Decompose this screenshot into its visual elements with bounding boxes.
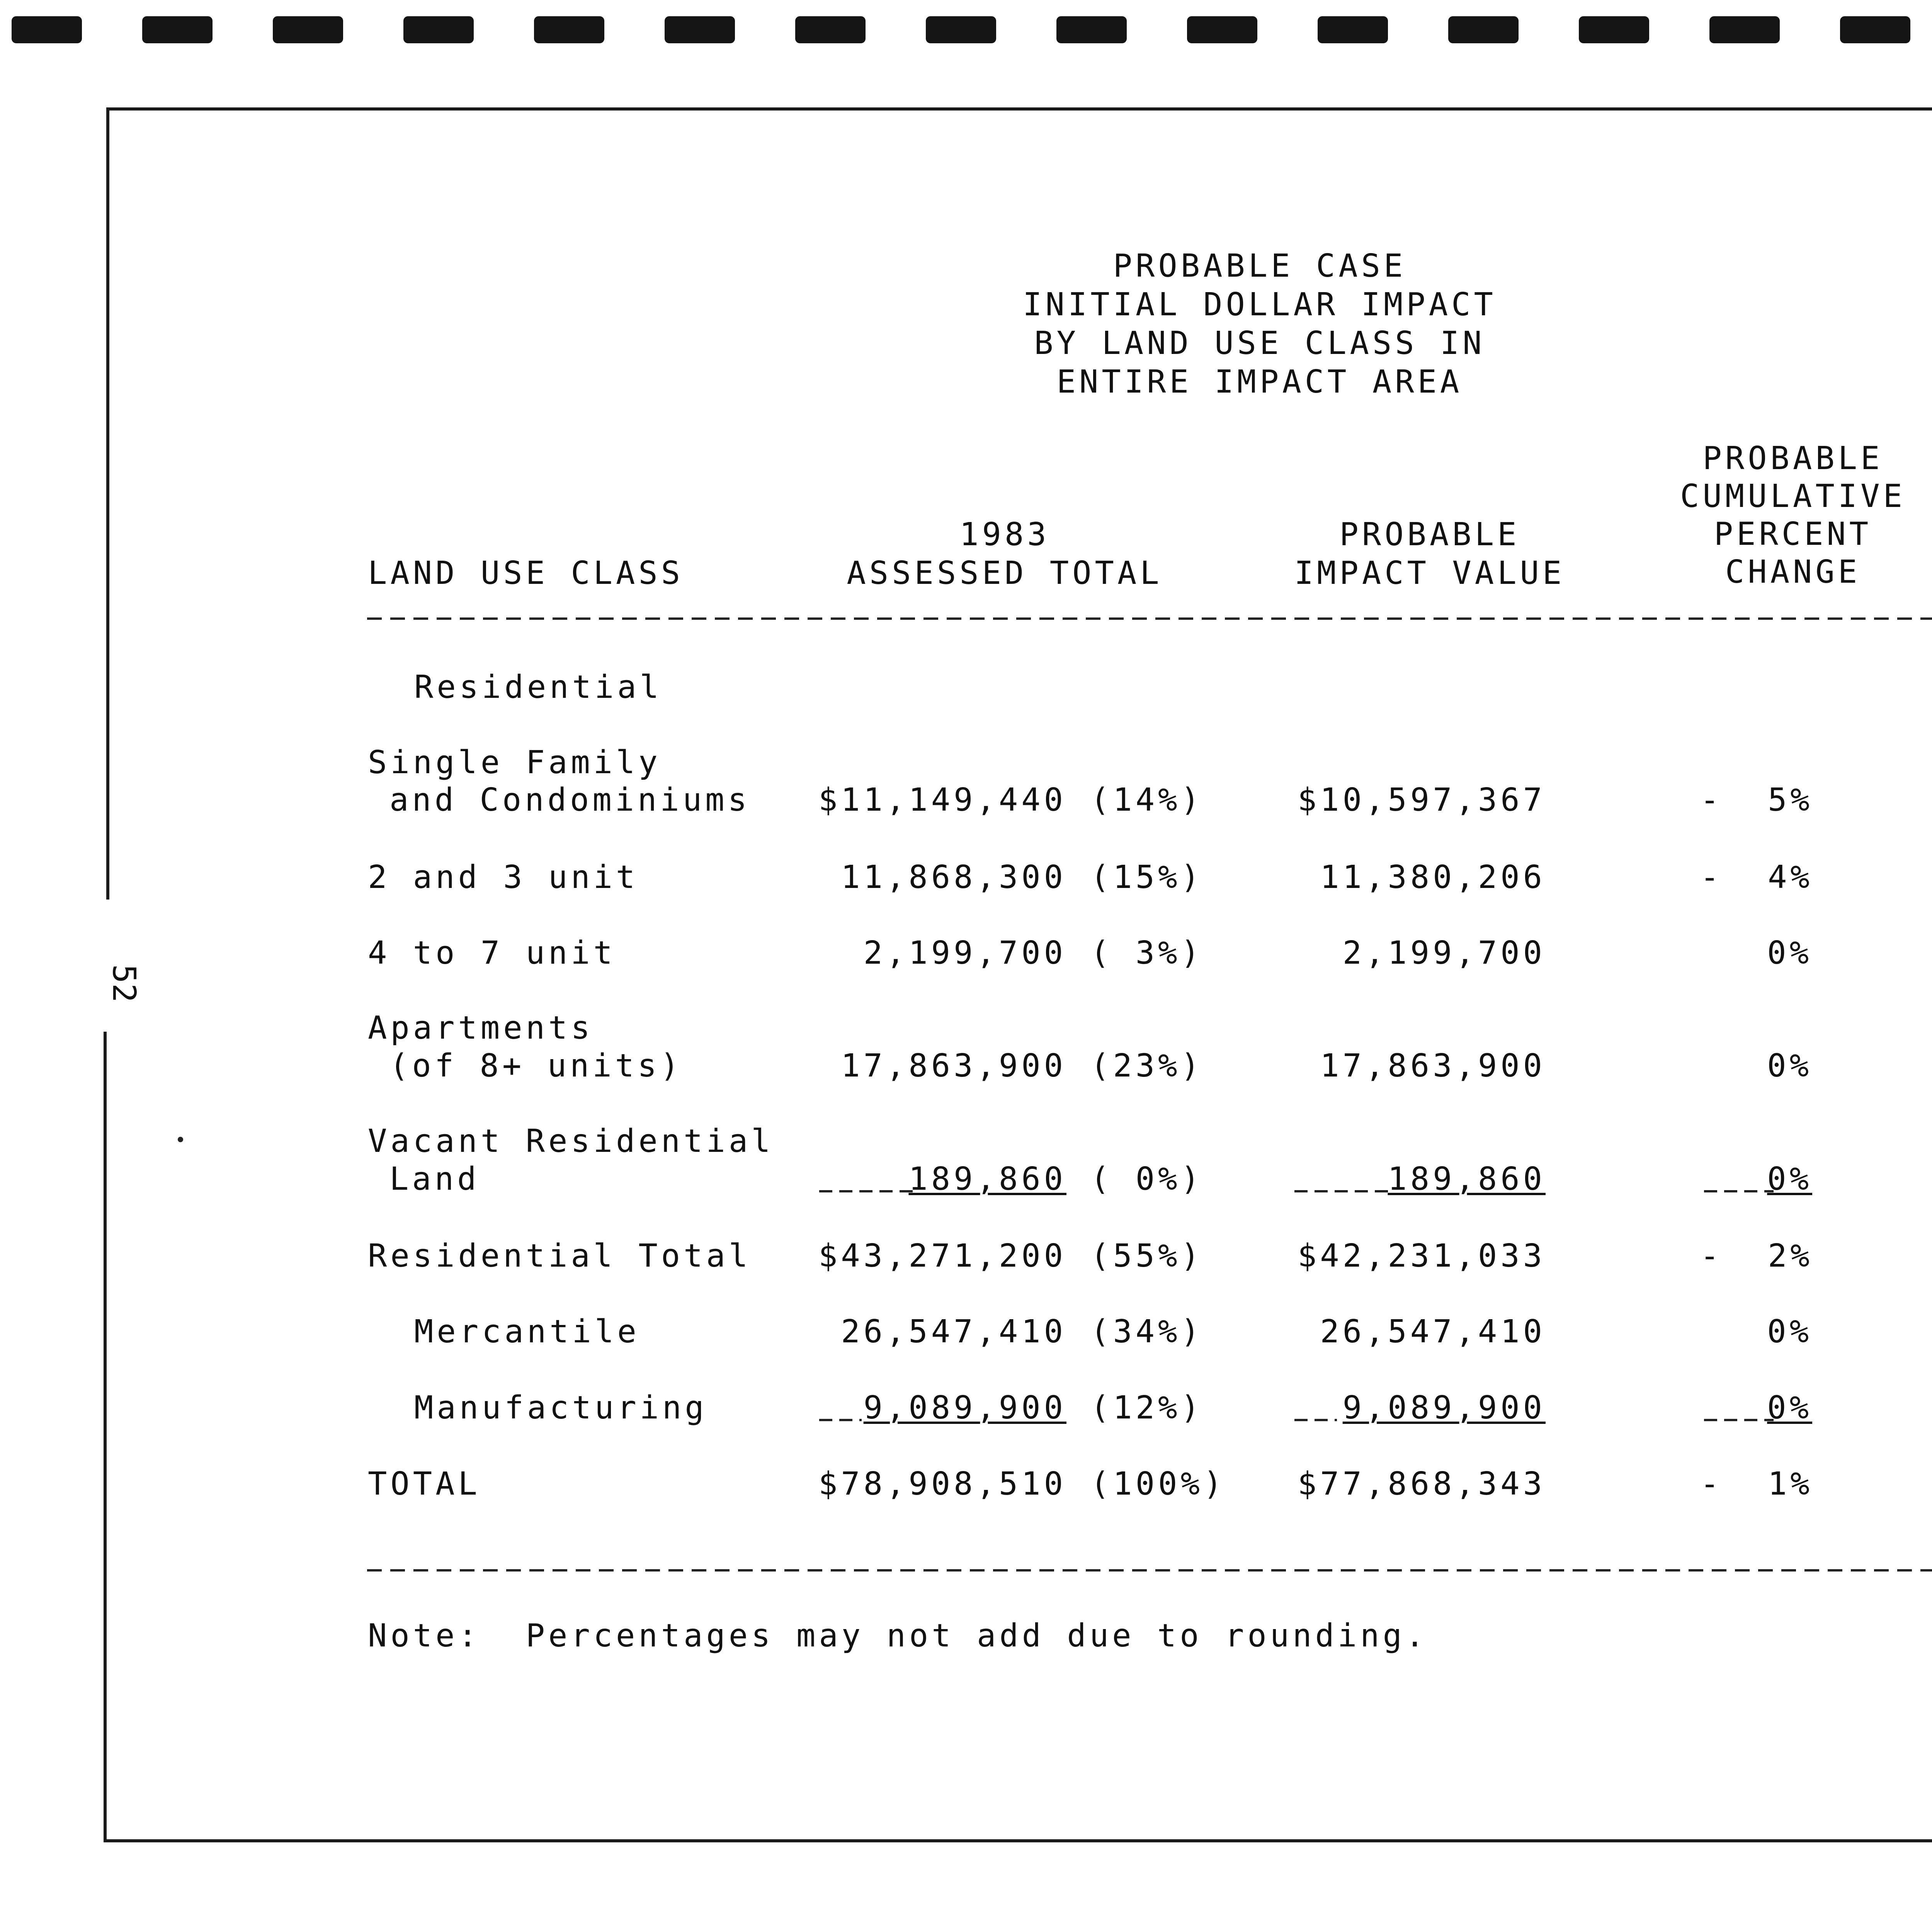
frame-top-border [106, 107, 1932, 111]
page-number: 52 [105, 964, 142, 1003]
impact-value: 11,380,206 [1320, 859, 1546, 896]
footer-dashed-rule [367, 1568, 1932, 1573]
percent-change: - 5% [1700, 782, 1813, 818]
impact-value: 189,860 [1388, 1161, 1546, 1197]
assessed-value: $43,271,200 [818, 1238, 1066, 1274]
title-line-2: INITIAL DOLLAR IMPACT [1023, 286, 1497, 323]
binding-hole [1840, 16, 1910, 43]
header-change-line-3: PERCENT [1714, 516, 1872, 553]
impact-value: 26,547,410 [1320, 1313, 1546, 1350]
section-label-residential: Residential [414, 669, 663, 706]
binding-holes [0, 0, 1932, 62]
footnote: Note: Percentages may not add due to rounding. [368, 1617, 1428, 1654]
impact-value: $10,597,367 [1297, 782, 1546, 818]
row-label-line-1: 4 to 7 unit [368, 935, 616, 971]
percent-change: - 4% [1700, 859, 1813, 896]
assessed-share: (55%) [1090, 1238, 1203, 1274]
title-line-4: ENTIRE IMPACT AREA [1056, 364, 1463, 400]
binding-hole [665, 16, 735, 43]
percent-change: 0% [1767, 1389, 1812, 1426]
row-label-line-1: Manufacturing [414, 1389, 707, 1426]
header-assessed-line-1: 1983 [959, 516, 1050, 553]
percent-change: 0% [1767, 935, 1812, 971]
subtotal-dash-rule [1704, 1418, 1774, 1422]
binding-hole [1318, 16, 1388, 43]
row-label-line-1: 2 and 3 unit [368, 859, 639, 896]
assessed-value: $11,149,440 [818, 782, 1066, 818]
row-label-line-1: Mercantile [414, 1313, 640, 1350]
header-change-line-1: PROBABLE [1702, 440, 1883, 477]
percent-change: 0% [1767, 1313, 1812, 1350]
binding-hole [534, 16, 604, 43]
assessed-share: (34%) [1090, 1313, 1203, 1350]
impact-value: 17,863,900 [1320, 1048, 1546, 1084]
header-impact-line-1: PROBABLE [1339, 516, 1520, 553]
assessed-value: 11,868,300 [841, 859, 1066, 896]
binding-hole [1579, 16, 1649, 43]
percent-change: - 1% [1700, 1466, 1813, 1502]
percent-change: 0% [1767, 1161, 1812, 1197]
row-label-line-1: Vacant Residential [368, 1123, 774, 1160]
title-line-1: PROBABLE CASE [1113, 248, 1406, 284]
header-assessed-line-2: ASSESSED TOTAL [847, 555, 1163, 592]
header-land-use-class: LAND USE CLASS [368, 555, 684, 592]
subtotal-dash-rule [1294, 1189, 1391, 1193]
subtotal-dash-rule [1294, 1418, 1337, 1422]
row-label-line-2: Land [389, 1161, 480, 1197]
title-line-3: BY LAND USE CLASS IN [1034, 325, 1485, 362]
frame-left-border-lower [104, 1032, 107, 1842]
assessed-value: 17,863,900 [841, 1048, 1066, 1084]
subtotal-dash-rule [1704, 1189, 1774, 1193]
frame-left-border-upper [106, 107, 109, 900]
header-change-line-2: CUMULATIVE [1680, 478, 1906, 515]
binding-hole [926, 16, 996, 43]
assessed-value: 26,547,410 [841, 1313, 1066, 1350]
subtotal-dash-rule [819, 1418, 862, 1422]
binding-hole [1448, 16, 1519, 43]
binding-hole [1056, 16, 1127, 43]
row-label-line-2: and Condominiums [389, 782, 750, 818]
assessed-share: (14%) [1090, 782, 1203, 818]
percent-change: 0% [1767, 1048, 1812, 1084]
assessed-share: (23%) [1090, 1048, 1203, 1084]
binding-hole [1187, 16, 1257, 43]
binding-hole [273, 16, 343, 43]
assessed-share: (12%) [1090, 1389, 1203, 1426]
assessed-share: (15%) [1090, 859, 1203, 896]
binding-hole [795, 16, 866, 43]
assessed-value: 9,089,900 [863, 1389, 1066, 1426]
impact-value: 2,199,700 [1342, 935, 1546, 971]
assessed-share: (100%) [1090, 1466, 1226, 1502]
percent-change: - 2% [1700, 1238, 1813, 1274]
row-label-line-2: (of 8+ units) [389, 1048, 683, 1084]
subtotal-dash-rule [819, 1189, 920, 1193]
assessed-share: ( 3%) [1090, 935, 1203, 971]
impact-value: $77,868,343 [1297, 1466, 1546, 1502]
binding-hole [1709, 16, 1780, 43]
row-label-line-1: TOTAL [368, 1466, 481, 1502]
binding-hole [142, 16, 213, 43]
header-dashed-rule [367, 616, 1932, 621]
impact-value: $42,231,033 [1297, 1238, 1546, 1274]
row-label-line-1: Apartments [368, 1010, 594, 1046]
impact-value: 9,089,900 [1342, 1389, 1546, 1426]
assessed-value: 189,860 [908, 1161, 1066, 1197]
assessed-value: 2,199,700 [863, 935, 1066, 971]
row-label-line-1: Residential Total [368, 1238, 752, 1274]
binding-hole [12, 16, 82, 43]
stray-dot [178, 1137, 183, 1142]
header-change-line-4: CHANGE [1725, 554, 1861, 590]
binding-hole [403, 16, 474, 43]
assessed-share: ( 0%) [1090, 1161, 1203, 1197]
header-impact-line-2: IMPACT VALUE [1294, 555, 1565, 592]
frame-bottom-border [104, 1839, 1932, 1842]
assessed-value: $78,908,510 [818, 1466, 1066, 1502]
row-label-line-1: Single Family [368, 744, 661, 781]
